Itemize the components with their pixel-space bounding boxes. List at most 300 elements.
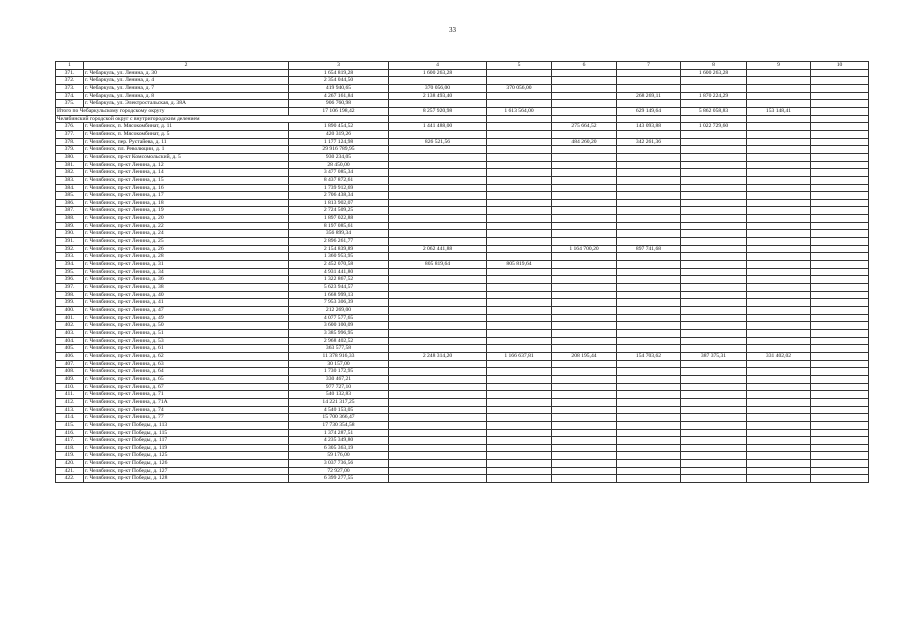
amount-cell bbox=[487, 100, 552, 108]
table-row bbox=[56, 199, 869, 207]
amount-cell bbox=[552, 284, 617, 292]
amount-cell bbox=[681, 383, 747, 391]
amount-cell bbox=[681, 429, 747, 437]
amount-cell bbox=[747, 299, 811, 307]
amount-cell bbox=[552, 406, 617, 414]
amount-cell bbox=[389, 161, 487, 169]
total-amount-cell bbox=[811, 107, 869, 115]
amount-cell bbox=[681, 391, 747, 399]
amount-cell bbox=[552, 421, 617, 429]
row-number-cell: 420. bbox=[56, 460, 84, 468]
amount-cell bbox=[811, 222, 869, 230]
amount-cell bbox=[487, 230, 552, 238]
address-cell: г. Челябинск, пр-кт Ленина, д. 63 bbox=[84, 360, 289, 368]
table-row bbox=[56, 414, 869, 422]
amount-cell bbox=[811, 138, 869, 146]
amount-cell: 342 261,36 bbox=[617, 138, 681, 146]
row-number-cell: 396. bbox=[56, 276, 84, 284]
address-cell: г. Челябинск, пр-кт Победы, д. 127 bbox=[84, 467, 289, 475]
amount-cell: 1 322 867,52 bbox=[289, 276, 389, 284]
address-cell: г. Чебаркуль, ул. Электростальская, д. 38А bbox=[84, 100, 289, 108]
row-number-cell: 393. bbox=[56, 253, 84, 261]
amount-cell bbox=[552, 460, 617, 468]
amount-cell bbox=[617, 215, 681, 223]
amount-cell bbox=[811, 207, 869, 215]
amount-cell bbox=[811, 184, 869, 192]
table-row bbox=[56, 360, 869, 368]
amount-cell: 2 706 438,34 bbox=[289, 192, 389, 200]
amount-cell bbox=[617, 69, 681, 77]
amount-cell bbox=[552, 153, 617, 161]
amount-cell bbox=[389, 268, 487, 276]
amount-cell bbox=[681, 307, 747, 315]
amount-cell bbox=[681, 284, 747, 292]
row-number-cell: 385. bbox=[56, 192, 84, 200]
amount-cell bbox=[389, 276, 487, 284]
address-cell: г. Челябинск, пр-кт Ленина, д. 15 bbox=[84, 176, 289, 184]
amount-cell bbox=[617, 238, 681, 246]
amount-cell bbox=[389, 146, 487, 154]
row-number-cell: 371. bbox=[56, 69, 84, 77]
amount-cell bbox=[552, 437, 617, 445]
row-number-cell: 402. bbox=[56, 322, 84, 330]
amount-cell bbox=[487, 245, 552, 253]
amount-cell bbox=[747, 138, 811, 146]
amount-cell bbox=[811, 352, 869, 360]
row-number-cell: 405. bbox=[56, 345, 84, 353]
address-cell: г. Челябинск, пр-кт Ленина, д. 71А bbox=[84, 398, 289, 406]
amount-cell bbox=[681, 467, 747, 475]
amount-cell: 15 700 366,47 bbox=[289, 414, 389, 422]
register-table bbox=[55, 61, 869, 483]
table-row bbox=[56, 69, 869, 77]
amount-cell bbox=[681, 452, 747, 460]
amount-cell bbox=[681, 138, 747, 146]
amount-cell bbox=[617, 475, 681, 483]
amount-cell: 419 940,65 bbox=[289, 84, 389, 92]
amount-cell bbox=[617, 406, 681, 414]
amount-cell bbox=[681, 444, 747, 452]
amount-cell bbox=[681, 77, 747, 85]
address-cell: г. Челябинск, пр-кт Ленина, д. 31 bbox=[84, 261, 289, 269]
amount-cell: 2 354 044,50 bbox=[289, 77, 389, 85]
amount-cell bbox=[552, 169, 617, 177]
column-number: 4 bbox=[389, 62, 487, 70]
amount-cell bbox=[747, 230, 811, 238]
amount-cell bbox=[617, 398, 681, 406]
amount-cell bbox=[552, 192, 617, 200]
amount-cell bbox=[811, 245, 869, 253]
table-row bbox=[56, 345, 869, 353]
amount-cell: 1 360 953,95 bbox=[289, 253, 389, 261]
amount-cell bbox=[617, 268, 681, 276]
amount-cell bbox=[747, 215, 811, 223]
page-number: 33 bbox=[449, 26, 456, 34]
amount-cell bbox=[552, 391, 617, 399]
row-number-cell: 408. bbox=[56, 368, 84, 376]
amount-cell bbox=[552, 360, 617, 368]
address-cell: г. Челябинск, пр-кт Комсомольский, д. 5 bbox=[84, 153, 289, 161]
amount-cell bbox=[811, 467, 869, 475]
amount-cell bbox=[617, 437, 681, 445]
amount-cell bbox=[811, 360, 869, 368]
amount-cell bbox=[681, 314, 747, 322]
amount-cell bbox=[389, 215, 487, 223]
row-number-cell: 372. bbox=[56, 77, 84, 85]
empty-cell bbox=[811, 115, 869, 123]
amount-cell bbox=[747, 398, 811, 406]
table-row bbox=[56, 169, 869, 177]
table-row bbox=[56, 467, 869, 475]
amount-cell bbox=[617, 230, 681, 238]
table-row bbox=[56, 337, 869, 345]
amount-cell: 1 022 729,60 bbox=[681, 123, 747, 131]
amount-cell bbox=[487, 192, 552, 200]
amount-cell bbox=[811, 299, 869, 307]
amount-cell bbox=[681, 245, 747, 253]
amount-cell bbox=[811, 406, 869, 414]
amount-cell bbox=[811, 460, 869, 468]
amount-cell bbox=[681, 130, 747, 138]
amount-cell: 8 197 085,61 bbox=[289, 222, 389, 230]
amount-cell bbox=[681, 337, 747, 345]
amount-cell bbox=[389, 192, 487, 200]
section-header-row bbox=[56, 115, 869, 123]
amount-cell bbox=[552, 383, 617, 391]
amount-cell bbox=[389, 337, 487, 345]
row-number-cell: 377. bbox=[56, 130, 84, 138]
address-cell: г. Челябинск, пр-кт Ленина, д. 38 bbox=[84, 284, 289, 292]
address-cell: г. Челябинск, пр-кт Победы, д. 119 bbox=[84, 444, 289, 452]
amount-cell bbox=[681, 215, 747, 223]
amount-cell bbox=[747, 92, 811, 100]
amount-cell bbox=[681, 184, 747, 192]
amount-cell bbox=[811, 452, 869, 460]
table-row bbox=[56, 100, 869, 108]
amount-cell bbox=[617, 314, 681, 322]
amount-cell: 540 132,83 bbox=[289, 391, 389, 399]
amount-cell: 268 269,11 bbox=[617, 92, 681, 100]
amount-cell bbox=[617, 460, 681, 468]
amount-cell: 3 037 736,56 bbox=[289, 460, 389, 468]
amount-cell bbox=[811, 375, 869, 383]
amount-cell: 484 260,20 bbox=[552, 138, 617, 146]
amount-cell bbox=[811, 429, 869, 437]
amount-cell bbox=[747, 207, 811, 215]
amount-cell bbox=[747, 176, 811, 184]
column-number: 1 bbox=[56, 62, 84, 70]
amount-cell bbox=[487, 307, 552, 315]
column-number: 10 bbox=[811, 62, 869, 70]
address-cell: г. Челябинск, пр-кт Ленина, д. 22 bbox=[84, 222, 289, 230]
amount-cell bbox=[487, 276, 552, 284]
table-row bbox=[56, 222, 869, 230]
amount-cell: 2 968 402,52 bbox=[289, 337, 389, 345]
row-number-cell: 411. bbox=[56, 391, 84, 399]
amount-cell bbox=[487, 414, 552, 422]
table-row bbox=[56, 406, 869, 414]
amount-cell bbox=[681, 421, 747, 429]
table-row bbox=[56, 314, 869, 322]
address-cell: г. Челябинск, пр-кт Ленина, д. 61 bbox=[84, 345, 289, 353]
address-cell: г. Челябинск, пр-кт Ленина, д. 28 bbox=[84, 253, 289, 261]
amount-cell: 2 138 493,40 bbox=[389, 92, 487, 100]
amount-cell: 2 248 314,20 bbox=[389, 352, 487, 360]
amount-cell bbox=[747, 406, 811, 414]
table-row bbox=[56, 238, 869, 246]
amount-cell bbox=[389, 437, 487, 445]
amount-cell bbox=[681, 192, 747, 200]
amount-cell bbox=[617, 161, 681, 169]
amount-cell: 2 896 261,77 bbox=[289, 238, 389, 246]
address-cell: г. Челябинск, пр-кт Ленина, д. 40 bbox=[84, 291, 289, 299]
table-row bbox=[56, 77, 869, 85]
amount-cell bbox=[552, 475, 617, 483]
table-row bbox=[56, 84, 869, 92]
amount-cell: 4 077 577,65 bbox=[289, 314, 389, 322]
amount-cell bbox=[552, 414, 617, 422]
amount-cell: 370 056,00 bbox=[389, 84, 487, 92]
row-number-cell: 418. bbox=[56, 444, 84, 452]
amount-cell bbox=[487, 268, 552, 276]
amount-cell bbox=[811, 337, 869, 345]
address-cell: г. Челябинск, пр-кт Ленина, д. 50 bbox=[84, 322, 289, 330]
amount-cell bbox=[552, 130, 617, 138]
amount-cell bbox=[681, 153, 747, 161]
amount-cell bbox=[747, 130, 811, 138]
amount-cell bbox=[681, 398, 747, 406]
amount-cell bbox=[811, 268, 869, 276]
amount-cell bbox=[681, 437, 747, 445]
address-cell: г. Челябинск, пр-кт Ленина, д. 14 bbox=[84, 169, 289, 177]
row-number-cell: 401. bbox=[56, 314, 84, 322]
amount-cell bbox=[487, 460, 552, 468]
amount-cell bbox=[487, 138, 552, 146]
table-row bbox=[56, 307, 869, 315]
amount-cell bbox=[552, 69, 617, 77]
amount-cell bbox=[681, 84, 747, 92]
amount-cell bbox=[389, 77, 487, 85]
amount-cell bbox=[747, 123, 811, 131]
amount-cell: 1 177 124,98 bbox=[289, 138, 389, 146]
amount-cell bbox=[552, 207, 617, 215]
amount-cell: 7 953 306,39 bbox=[289, 299, 389, 307]
amount-cell bbox=[617, 467, 681, 475]
amount-cell bbox=[617, 84, 681, 92]
address-cell: г. Челябинск, пр-кт Ленина, д. 25 bbox=[84, 238, 289, 246]
address-cell: г. Челябинск, пр-кт Ленина, д. 24 bbox=[84, 230, 289, 238]
amount-cell: 154 703,62 bbox=[617, 352, 681, 360]
row-number-cell: 373. bbox=[56, 84, 84, 92]
amount-cell bbox=[487, 329, 552, 337]
table-row bbox=[56, 215, 869, 223]
amount-cell: 29 916 789,95 bbox=[289, 146, 389, 154]
section-title: Челябинский городской округ с внутригородским делением bbox=[56, 115, 389, 123]
amount-cell bbox=[617, 375, 681, 383]
amount-cell bbox=[617, 276, 681, 284]
amount-cell bbox=[487, 184, 552, 192]
amount-cell bbox=[617, 199, 681, 207]
amount-cell: 897 741,68 bbox=[617, 245, 681, 253]
amount-cell bbox=[389, 444, 487, 452]
amount-cell: 1 890 454,52 bbox=[289, 123, 389, 131]
amount-cell bbox=[389, 460, 487, 468]
address-cell: г. Чебаркуль, ул. Ленина, д. 30 bbox=[84, 69, 289, 77]
amount-cell bbox=[681, 100, 747, 108]
row-number-cell: 386. bbox=[56, 199, 84, 207]
empty-cell bbox=[681, 115, 747, 123]
amount-cell bbox=[552, 222, 617, 230]
amount-cell bbox=[811, 199, 869, 207]
column-number-row bbox=[56, 62, 869, 70]
amount-cell bbox=[747, 467, 811, 475]
row-number-cell: 383. bbox=[56, 176, 84, 184]
amount-cell bbox=[617, 337, 681, 345]
row-number-cell: 390. bbox=[56, 230, 84, 238]
amount-cell bbox=[552, 238, 617, 246]
amount-cell bbox=[389, 398, 487, 406]
address-cell: г. Челябинск, пер. Рустайева, д. 11 bbox=[84, 138, 289, 146]
amount-cell bbox=[617, 391, 681, 399]
address-cell: г. Челябинск, пр-кт Ленина, д. 26 bbox=[84, 245, 289, 253]
table-row bbox=[56, 475, 869, 483]
amount-cell bbox=[747, 69, 811, 77]
amount-cell bbox=[552, 100, 617, 108]
amount-cell: 4 235 349,80 bbox=[289, 437, 389, 445]
address-cell: г. Челябинск, пр-кт Ленина, д. 19 bbox=[84, 207, 289, 215]
amount-cell bbox=[617, 299, 681, 307]
amount-cell bbox=[681, 322, 747, 330]
amount-cell bbox=[617, 452, 681, 460]
amount-cell bbox=[389, 475, 487, 483]
address-cell: г. Челябинск, пр-кт Ленина, д. 47 bbox=[84, 307, 289, 315]
row-number-cell: 412. bbox=[56, 398, 84, 406]
amount-cell bbox=[811, 230, 869, 238]
amount-cell bbox=[747, 146, 811, 154]
row-number-cell: 381. bbox=[56, 161, 84, 169]
amount-cell bbox=[389, 314, 487, 322]
row-number-cell: 406. bbox=[56, 352, 84, 360]
amount-cell bbox=[747, 84, 811, 92]
amount-cell bbox=[389, 414, 487, 422]
amount-cell: 370 056,00 bbox=[487, 84, 552, 92]
amount-cell bbox=[811, 437, 869, 445]
amount-cell bbox=[617, 414, 681, 422]
amount-cell bbox=[389, 184, 487, 192]
amount-cell: 14 221 317,25 bbox=[289, 398, 389, 406]
amount-cell: 2 154 839,89 bbox=[289, 245, 389, 253]
amount-cell bbox=[811, 284, 869, 292]
amount-cell bbox=[747, 268, 811, 276]
table-row bbox=[56, 444, 869, 452]
amount-cell bbox=[389, 253, 487, 261]
amount-cell: 826 521,56 bbox=[389, 138, 487, 146]
amount-cell bbox=[552, 314, 617, 322]
address-cell: г. Челябинск, пр-кт Ленина, д. 36 bbox=[84, 276, 289, 284]
address-cell: г. Челябинск, пр-кт Победы, д. 117 bbox=[84, 437, 289, 445]
row-number-cell: 410. bbox=[56, 383, 84, 391]
amount-cell: 363 577,58 bbox=[289, 345, 389, 353]
table-row bbox=[56, 421, 869, 429]
table-row bbox=[56, 437, 869, 445]
amount-cell bbox=[487, 360, 552, 368]
amount-cell bbox=[617, 291, 681, 299]
amount-cell bbox=[811, 130, 869, 138]
amount-cell bbox=[552, 307, 617, 315]
amount-cell: 331 402,02 bbox=[747, 352, 811, 360]
amount-cell bbox=[552, 276, 617, 284]
row-number-cell: 392. bbox=[56, 245, 84, 253]
total-amount-cell: 5 862 058,83 bbox=[681, 107, 747, 115]
amount-cell: 805 819,64 bbox=[487, 261, 552, 269]
amount-cell bbox=[552, 215, 617, 223]
amount-cell bbox=[487, 69, 552, 77]
amount-cell bbox=[487, 169, 552, 177]
amount-cell bbox=[487, 314, 552, 322]
amount-cell: 1 600 263,28 bbox=[389, 69, 487, 77]
table-row bbox=[56, 452, 869, 460]
amount-cell bbox=[487, 337, 552, 345]
total-label: Итого по Чебаркульскому городскому округу bbox=[56, 107, 289, 115]
amount-cell bbox=[747, 421, 811, 429]
amount-cell bbox=[681, 375, 747, 383]
amount-cell bbox=[747, 184, 811, 192]
row-number-cell: 374. bbox=[56, 92, 84, 100]
amount-cell bbox=[811, 276, 869, 284]
amount-cell: 805 819,64 bbox=[389, 261, 487, 269]
row-number-cell: 398. bbox=[56, 291, 84, 299]
address-cell: г. Челябинск, пр-кт Победы, д. 128 bbox=[84, 475, 289, 483]
amount-cell: 1 730 172,95 bbox=[289, 368, 389, 376]
amount-cell: 1 441 488,00 bbox=[389, 123, 487, 131]
amount-cell bbox=[681, 475, 747, 483]
amount-cell bbox=[389, 368, 487, 376]
amount-cell: 977 727,10 bbox=[289, 383, 389, 391]
amount-cell bbox=[681, 268, 747, 276]
amount-cell bbox=[552, 77, 617, 85]
amount-cell bbox=[811, 307, 869, 315]
table-row bbox=[56, 184, 869, 192]
amount-cell bbox=[389, 207, 487, 215]
amount-cell bbox=[617, 360, 681, 368]
amount-cell: 212 269,00 bbox=[289, 307, 389, 315]
amount-cell bbox=[389, 284, 487, 292]
amount-cell bbox=[747, 261, 811, 269]
amount-cell bbox=[811, 421, 869, 429]
amount-cell: 5 623 944,57 bbox=[289, 284, 389, 292]
address-cell: г. Челябинск, пр-кт Ленина, д. 20 bbox=[84, 215, 289, 223]
address-cell: г. Челябинск, пр-кт Победы, д. 126 bbox=[84, 460, 289, 468]
table-row bbox=[56, 146, 869, 154]
table-row bbox=[56, 284, 869, 292]
amount-cell bbox=[617, 100, 681, 108]
amount-cell bbox=[747, 360, 811, 368]
amount-cell bbox=[747, 429, 811, 437]
empty-cell bbox=[487, 115, 552, 123]
amount-cell bbox=[617, 307, 681, 315]
address-cell: г. Челябинск, пр-кт Ленина, д. 65 bbox=[84, 375, 289, 383]
address-cell: г. Челябинск, пр-кт Ленина, д. 12 bbox=[84, 161, 289, 169]
row-number-cell: 399. bbox=[56, 299, 84, 307]
amount-cell bbox=[681, 146, 747, 154]
amount-cell bbox=[487, 421, 552, 429]
row-number-cell: 391. bbox=[56, 238, 84, 246]
amount-cell: 330 467,21 bbox=[289, 375, 389, 383]
amount-cell bbox=[681, 261, 747, 269]
amount-cell bbox=[552, 230, 617, 238]
table-row bbox=[56, 460, 869, 468]
amount-cell bbox=[617, 153, 681, 161]
